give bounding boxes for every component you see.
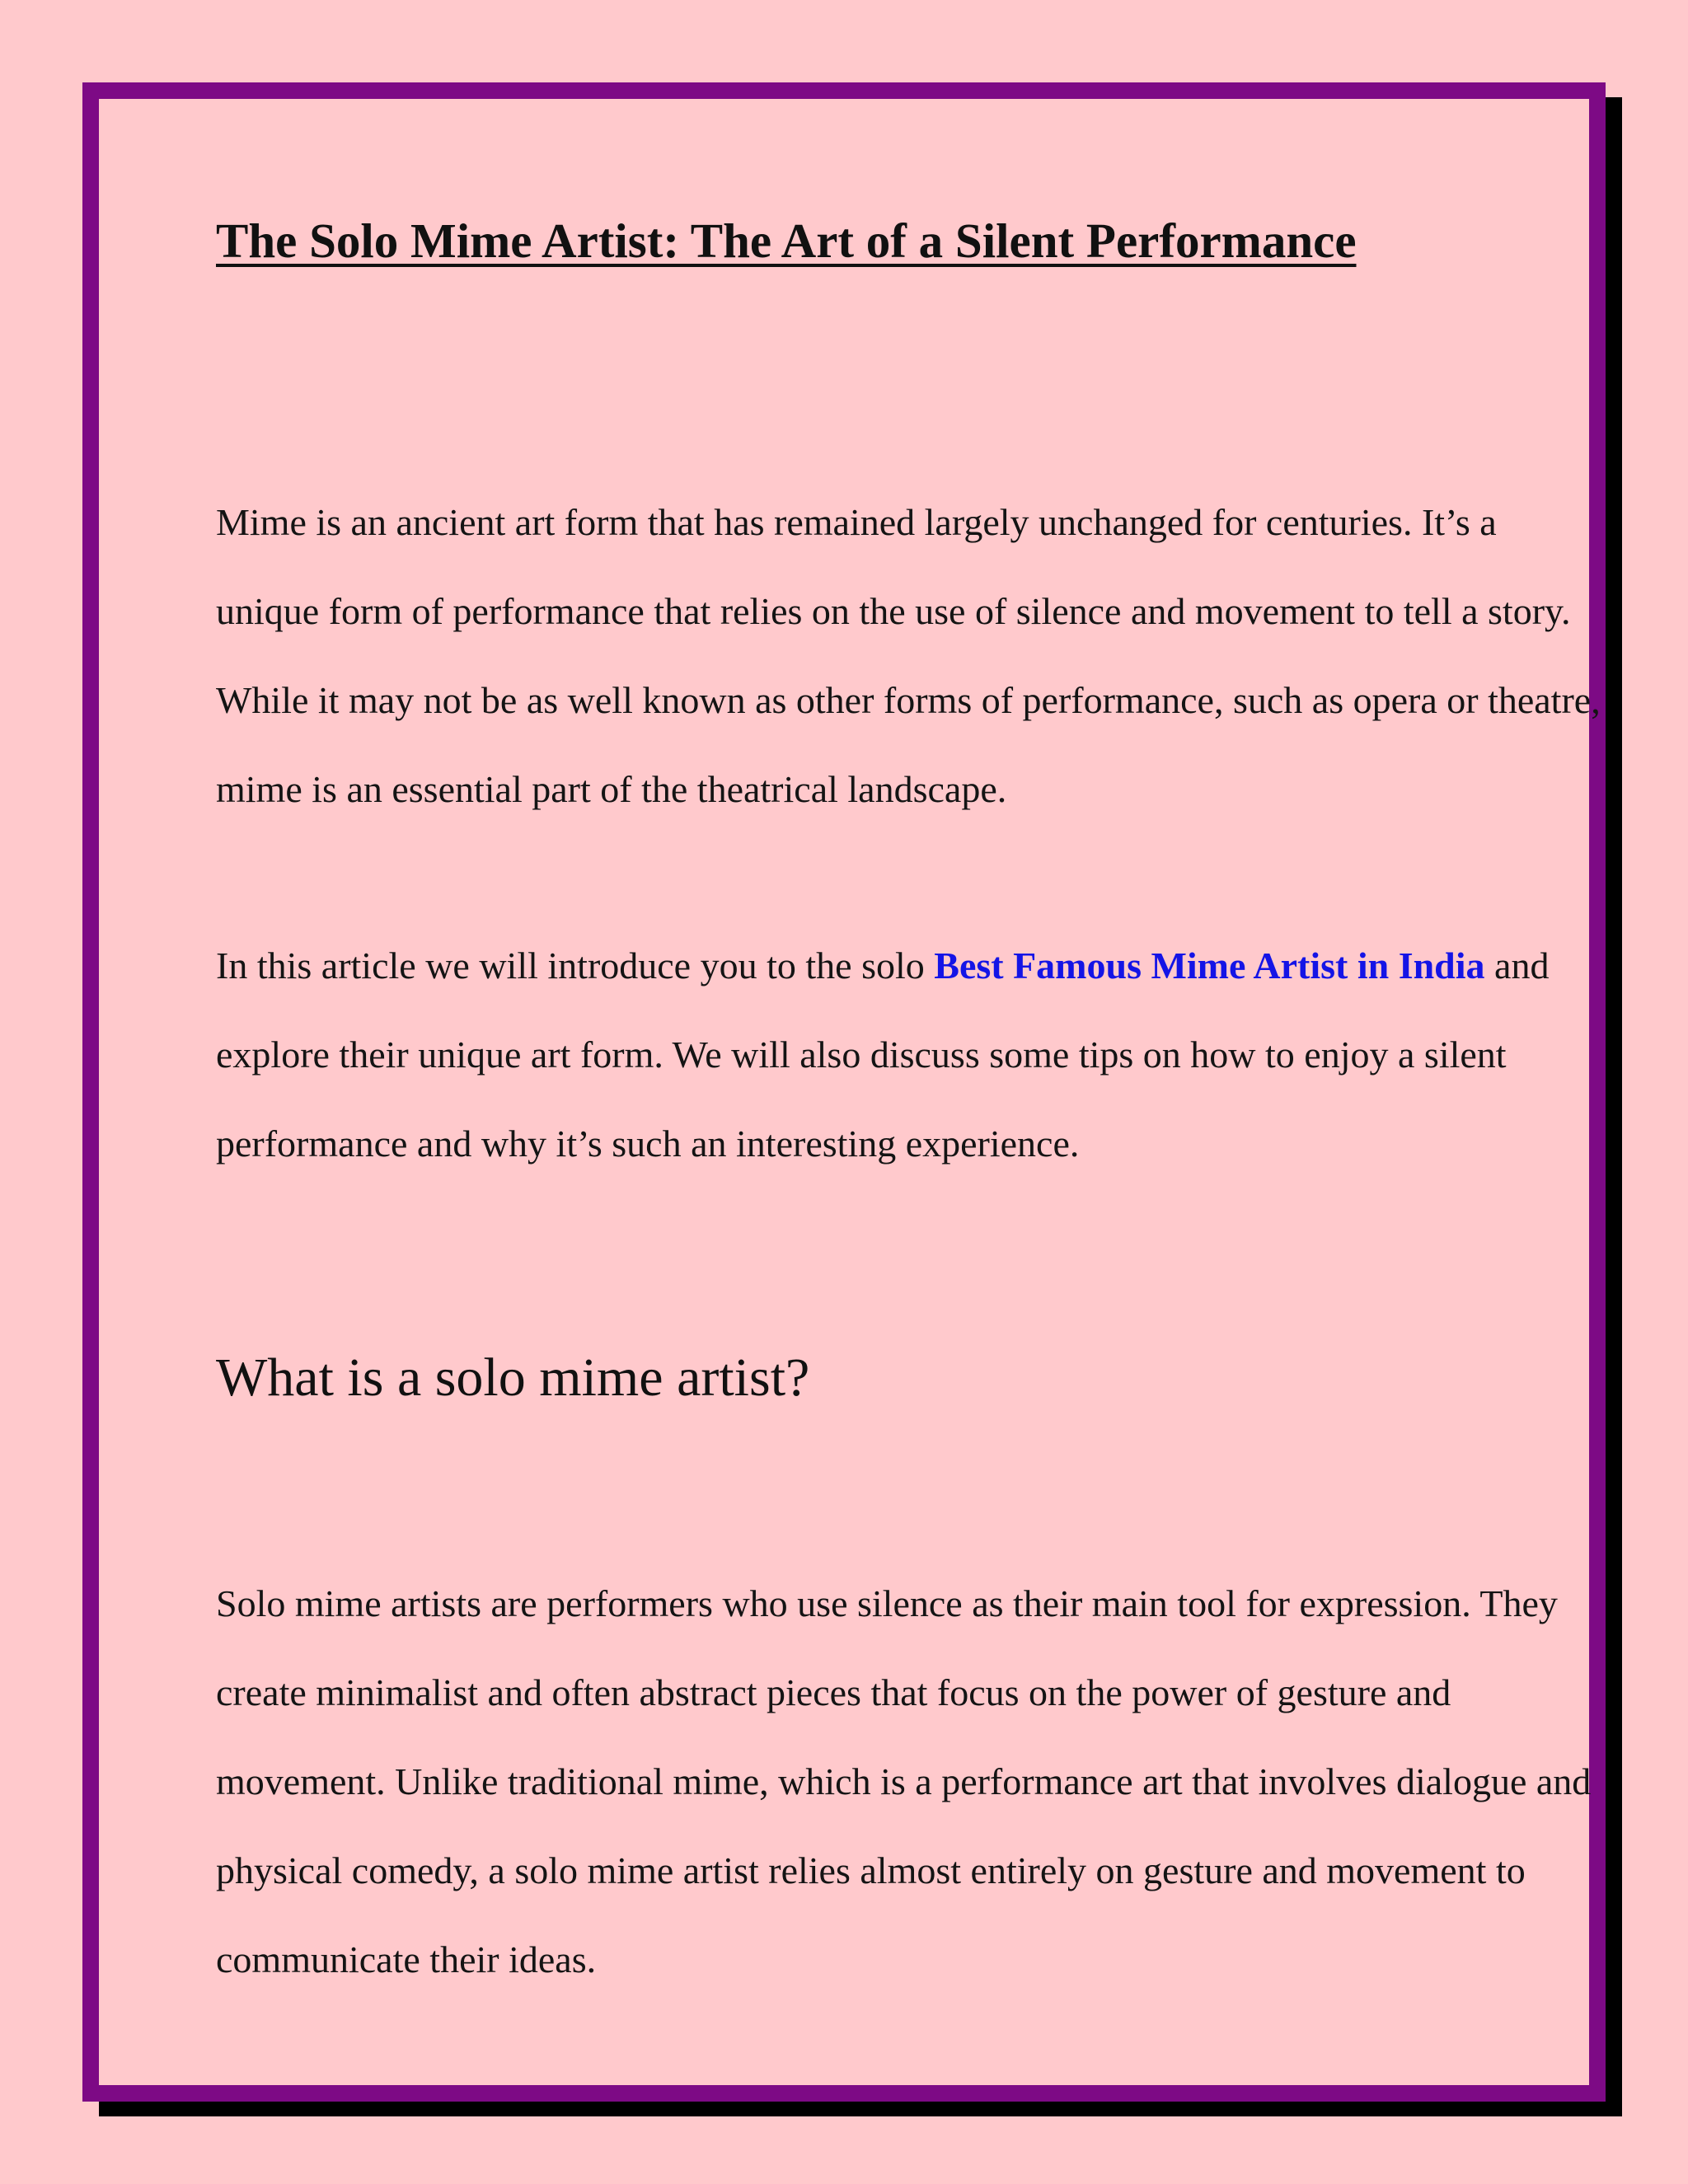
second-paragraph-end: and explore their unique art form. We will also discuss some tips on how to enjoy a silent performance and why it’s such an interesting experience. bbox=[216, 944, 1550, 1165]
section-heading: What is a solo mime artist? bbox=[216, 1347, 810, 1408]
second-paragraph-start: In this article we will introduce you to the solo bbox=[216, 944, 935, 987]
page-frame bbox=[82, 82, 1606, 2102]
definition-paragraph: Solo mime artists are performers who use silence as their main tool for expression. They create minimalist and often abstract pieces that focus on the power of gesture and movement. Unlike traditional mime, which is a performance art that involves dialogue and physical comedy, a solo mime artist relies almost entirely on gesture and movement to communicate their ideas. bbox=[216, 1582, 1592, 1980]
article-title: The Solo Mime Artist: The Art of a Silent Performance bbox=[216, 213, 1357, 268]
mime-artist-link[interactable]: Best Famous Mime Artist in India bbox=[934, 944, 1485, 987]
intro-second-paragraph bbox=[216, 921, 1601, 1188]
intro-paragraph: Mime is an ancient art form that has remained largely unchanged for centuries. It’s a unique form of performance that relies on the use of silence and movement to tell a story. While it may not be as well known as other forms of performance, such as opera or theatre, mime is an essential part of the theatrical landscape. bbox=[216, 501, 1601, 810]
